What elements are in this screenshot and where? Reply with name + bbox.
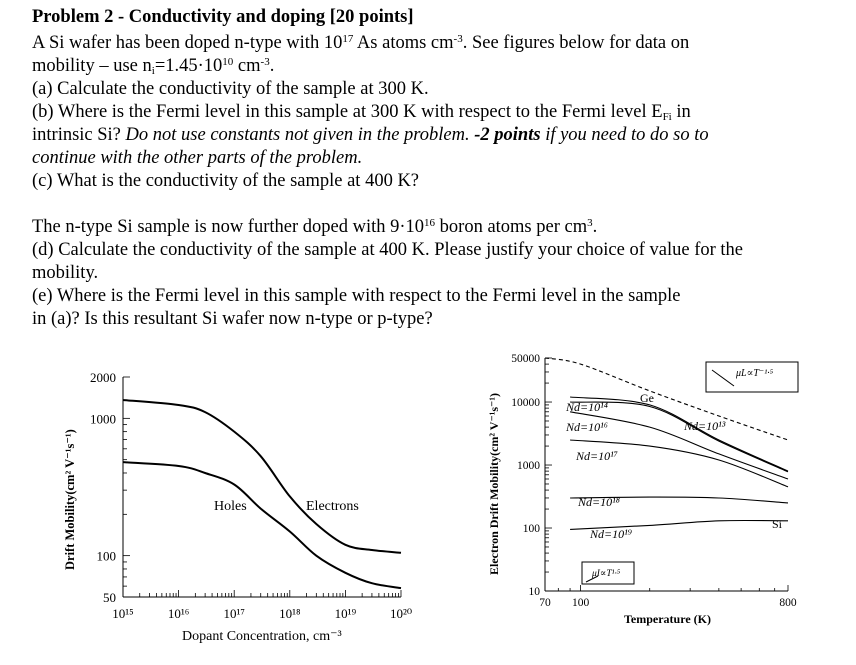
chart2-y-tick-label: 10000 (511, 397, 540, 410)
para2-text: The n-type Si sample is now further doped with 9·10 (32, 217, 425, 237)
intro-text: As atoms cm (353, 33, 454, 53)
intro-line-1 (32, 32, 689, 55)
chart1-x-tick-label: 10¹⁷ (223, 606, 245, 621)
para2-text: . (592, 217, 598, 237)
intro-text: mobility – use n (32, 56, 152, 76)
nd-1e17-label: Nd=10¹⁷ (576, 449, 618, 463)
intro-line-2 (32, 55, 274, 78)
part-b-text: in (671, 102, 691, 122)
chart2-y-tick-label: 1000 (517, 460, 540, 473)
chart1-y-tick-label: 50 (103, 590, 116, 605)
mobility-vs-temperature-chart (440, 340, 856, 665)
lattice-legend-line (712, 370, 734, 386)
intro-text: cm (233, 56, 261, 76)
part-e-line-1: (e) Where is the Fermi level in this sample with respect to the Fermi level in the sample (32, 286, 681, 306)
chart2-x-tick-label: 800 (779, 597, 797, 609)
problem-title: Problem 2 - Conductivity and doping [20 points] (32, 7, 414, 27)
exponent: -3 (260, 56, 270, 68)
exponent: 10 (222, 56, 234, 68)
part-b-line-3: continue with the other parts of the problem. (32, 148, 363, 168)
chart1-x-tick-label: 10¹⁹ (334, 606, 357, 621)
intro-text: A Si wafer has been doped n-type with 10 (32, 33, 343, 53)
part-b-italic: if you need to do so to (540, 125, 709, 145)
intro-text: . (269, 56, 275, 76)
para2-text: boron atoms per cm (435, 217, 588, 237)
chart1-xlabel: Dopant Concentration, cm⁻³ (182, 629, 342, 644)
chart1-series (123, 400, 401, 588)
chart1-x-tick-label: 10¹⁵ (112, 606, 134, 621)
part-b-line-2 (32, 124, 709, 147)
chart2-xlabel: Temperature (K) (624, 612, 711, 626)
chart1-ylabel: Drift Mobility(cm² V⁻¹s⁻¹) (63, 429, 77, 570)
nd-1e13-label: Nd=10¹³ (684, 419, 726, 433)
impurity-law-label: μI∝T¹·⁵ (592, 569, 621, 579)
exponent: 3 (587, 217, 593, 229)
exponent: 17 (342, 33, 354, 45)
chart1-x-tick-label: 10²⁰ (389, 606, 413, 621)
nd-1e16-label: Nd=10¹⁶ (566, 420, 608, 434)
part-b-penalty: -2 points (469, 125, 541, 145)
para2-line-1 (32, 216, 597, 239)
intro-text: =1.45·10 (154, 56, 223, 76)
chart2-series-curve (570, 440, 788, 487)
chart2-x-tick-label: 70 (539, 597, 551, 609)
mobility-vs-doping-chart (0, 340, 430, 665)
chart1-series-electrons (123, 400, 401, 553)
part-b-text: (b) Where is the Fermi level in this sample at 300 K with respect to the Fermi level E (32, 102, 663, 122)
part-a: (a) Calculate the conductivity of the sample at 300 K. (32, 79, 429, 99)
si-label: Si (772, 517, 783, 531)
chart2-ylabel: Electron Drift Mobility(cm² V⁻¹s⁻¹) (487, 393, 501, 575)
chart1-series-holes (123, 462, 401, 588)
part-e-line-2: in (a)? Is this resultant Si wafer now n-type or p-type? (32, 309, 433, 329)
ge-label: Ge (640, 391, 654, 405)
intro-text: . See figures below for data on (462, 33, 690, 53)
part-b-line-1 (32, 101, 691, 124)
lattice-law-label: μL∝T⁻¹·⁵ (736, 368, 774, 379)
chart1-y-tick-label: 1000 (90, 411, 116, 427)
chart2-y-tick-label: 10 (528, 586, 540, 598)
exponent: -3 (453, 33, 463, 45)
chart1-axes (90, 370, 412, 621)
chart2-axes (511, 353, 797, 609)
chart1-x-tick-label: 10¹⁸ (279, 606, 301, 621)
subscript: i (151, 65, 155, 77)
part-b-text: intrinsic Si? (32, 125, 126, 145)
nd-1e14-label: Nd=10¹⁴ (566, 400, 608, 414)
chart2-y-tick-label: 50000 (511, 353, 540, 365)
part-c: (c) What is the conductivity of the sample at 400 K? (32, 171, 420, 191)
part-d-line-1: (d) Calculate the conductivity of the sample at 400 K. Please justify your choice of value for the (32, 240, 744, 260)
chart1-y-tick-label: 2000 (90, 370, 116, 385)
nd-1e18-label: Nd=10¹⁸ (578, 495, 620, 509)
part-d-line-2: mobility. (32, 263, 99, 283)
chart1-y-tick-label: 100 (96, 548, 116, 564)
part-b-italic: Do not use constants not given in the problem. (125, 125, 470, 145)
subscript: Fi (662, 111, 672, 123)
exponent: 16 (424, 217, 436, 229)
nd-1e19-label: Nd=10¹⁹ (590, 527, 632, 541)
chart2-y-tick-label: 100 (522, 523, 540, 536)
chart1-x-tick-label: 10¹⁶ (167, 606, 190, 621)
holes-label: Holes (214, 499, 247, 514)
chart2-x-tick-label: 100 (571, 597, 590, 609)
electrons-label: Electrons (306, 499, 359, 514)
